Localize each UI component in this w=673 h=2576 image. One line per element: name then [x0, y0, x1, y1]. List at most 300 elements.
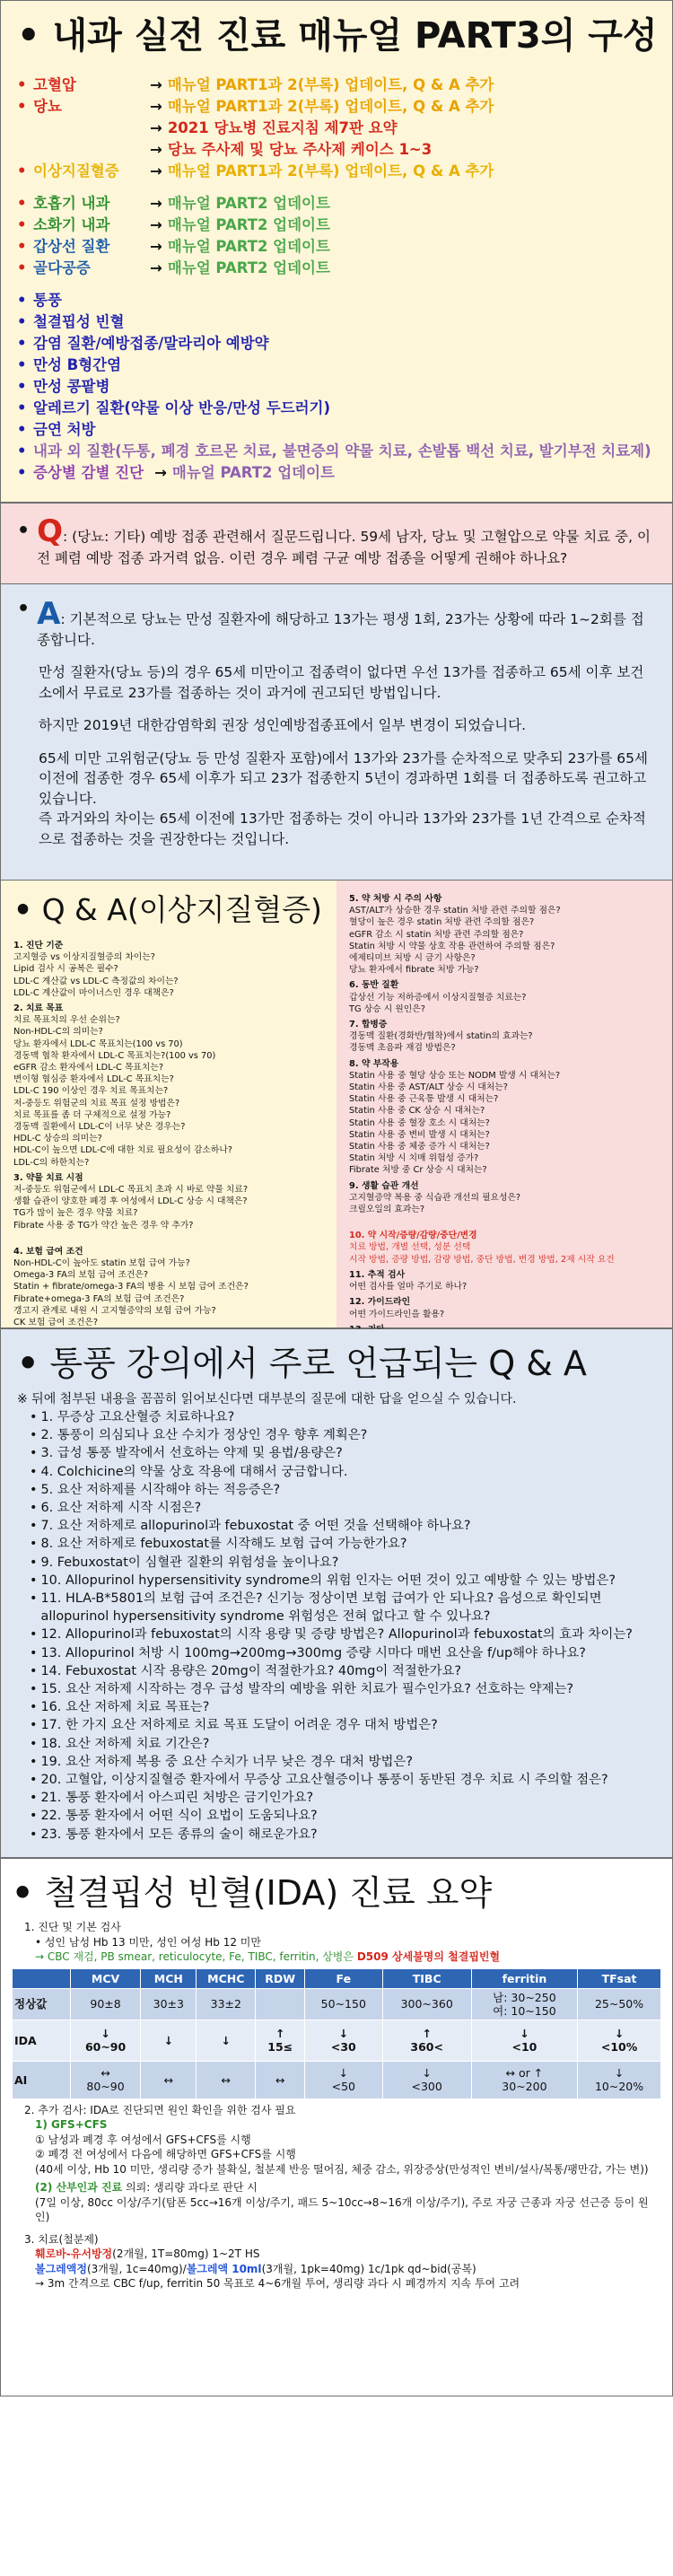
question-text: 7. 요산 저하제로 allopurinol과 febuxostat 중 어떤 것을 선택해야 하나요? — [40, 1519, 471, 1534]
table-cell: ↔ — [197, 2061, 256, 2098]
column-header — [13, 1968, 71, 1988]
item-value: 당뇨 주사제 및 당뇨 주사제 케이스 1~3 — [167, 141, 433, 158]
faq-section-heading: 10. 약 시작/증량/감량/중단/변경 — [349, 1231, 477, 1241]
list-bullet: • — [30, 1754, 38, 1769]
a-letter: A — [37, 596, 61, 632]
section-heading: 3. 치료(철분제) — [24, 2232, 99, 2246]
diagnosis-section — [12, 1920, 661, 1965]
list-bullet: • — [30, 1519, 38, 1534]
faq-question: AST/ALT가 상승한 경우 statin 처방 관련 주의할 점은? — [349, 906, 561, 916]
item-label: 고혈압 — [33, 76, 76, 93]
gfs-line: ② 폐경 전 여성에서 다음에 해당하면 GFS+CFS를 시행 — [35, 2148, 296, 2160]
contents-item — [17, 333, 656, 355]
q-body: : (당뇨: 기타) 예방 접종 관련해서 질문드립니다. 59세 남자, 당뇨 및 고혈압으로 약물 치료 중, 이전 폐렴 예방 접종 과거력 없음. 이런 경우 폐렴 구균 예방 접종을 어떻게 권해야 하나요? — [37, 529, 651, 566]
faq-question — [349, 1215, 660, 1226]
faq-question: Non-HDL-C의 의미는? — [13, 1027, 103, 1038]
faq-section-heading: 2. 치료 목표 — [13, 1003, 64, 1014]
faq-question: 크릴오일의 효과는? — [349, 1205, 425, 1215]
arrow-icon: → — [150, 76, 162, 93]
faq-question: LDL-C의 하한치는? — [13, 1157, 90, 1168]
faq-question: 고지혈증 vs 이상지질혈증의 차이는? — [13, 952, 155, 963]
table-cell: ↓ — [197, 2020, 256, 2061]
faq-question: LDL-C 계산값이 마이너스인 경우 대책은? — [13, 987, 174, 998]
list-bullet: • — [30, 1700, 38, 1715]
slide-title — [12, 1871, 661, 1914]
faq-question: Omega-3 FA의 보험 급여 조건은? — [13, 1270, 149, 1281]
contents-item — [17, 311, 656, 333]
contents-item — [17, 290, 656, 311]
list-bullet: • — [30, 1627, 38, 1643]
faq-question: 갱고지 관계로 내원 시 고지혈증약의 보험 급여 가능? — [13, 1305, 216, 1316]
contents-item — [17, 462, 656, 484]
faq-question: 저-중등도 위험군의 치료 목표 설정 방법은? — [13, 1098, 180, 1108]
gout-question — [30, 1753, 656, 1771]
contents-item — [17, 376, 656, 398]
a-body: : 기본적으로 당뇨는 만성 질환자에 해당하고 13가는 평생 1회, 23가는 상황에 따라 1~2회를 접종합니다. — [37, 611, 644, 648]
list-bullet: • — [30, 1663, 38, 1678]
list-bullet: • — [30, 1482, 38, 1497]
faq-question: Statin 사용 중 CK 상승 시 대처는? — [349, 1106, 485, 1117]
item-bullet: • — [17, 335, 27, 352]
column-header: RDW — [256, 1968, 305, 1988]
table-cell: 남: 30~250 여: 10~150 — [471, 1988, 577, 2020]
faq-question: 경동맥 초음파 재검 방법은? — [349, 1043, 456, 1054]
faq-section-heading: 1. 진단 기준 — [13, 941, 64, 951]
table-cell: ↔ — [141, 2061, 197, 2098]
gyn-line: (2) 산부인과 진료 의뢰: 생리량 과다로 판단 시 — [35, 2181, 258, 2194]
question-text: 15. 요산 저하제 시작하는 경우 급성 발작의 예방을 위한 치료가 필수인가요? 선호하는 약제는? — [40, 1682, 574, 1697]
item-bullet: • — [17, 399, 27, 416]
gyn-detail: (7일 이상, 80cc 이상/주기(탐폰 5cc→16개 이상/주기, 패드 5~10cc→8~16개 이상/주기), 주로 자궁 근종과 자궁 선근증 등이 원인) — [35, 2195, 649, 2223]
faq-section-heading: 3. 약물 치료 시점 — [13, 1172, 83, 1183]
faq-question: eGFR 감소 시 statin 처방 관련 주의할 점은? — [349, 929, 524, 940]
arrow-icon: → — [150, 216, 162, 233]
item-label: 증상별 감별 진단 — [33, 464, 144, 481]
list-bullet: • — [30, 1809, 38, 1824]
faq-question: Statin 사용 중 AST/ALT 상승 시 대처는? — [349, 1082, 508, 1093]
contents-list — [17, 74, 656, 484]
table-cell: ↔ 80~90 — [70, 2061, 141, 2098]
slide-title — [17, 1342, 656, 1385]
answer-box — [1, 584, 672, 881]
contents-item — [17, 398, 656, 419]
gfs-line: ① 남성과 폐경 후 여성에서 GFS+CFS를 시행 — [35, 2133, 251, 2146]
list-bullet: • — [30, 1718, 38, 1733]
table-cell: ↓ 60~90 — [70, 2020, 141, 2061]
faq-question: 당뇨 환자에서 fibrate 처방 가능? — [349, 965, 479, 976]
contents-subitem — [139, 139, 656, 161]
table-cell: 90±8 — [70, 1988, 141, 2020]
item-value: 매뉴얼 PART2 업데이트 — [171, 464, 336, 481]
item-label: 만성 B형간염 — [33, 356, 122, 373]
faq-question: 치료 목표를 좀 더 구체적으로 설정 가능? — [13, 1109, 171, 1120]
contents-item — [17, 161, 656, 182]
question-text: 11. HLA-B*5801의 보험 급여 조건은? 신기능 정상이면 보험 급여가 안 되나요? 음성으로 확인되면 allopurinol hypersensitivity syndrome 위험성은 전혀 없다고 할 수 있나요? — [40, 1591, 602, 1625]
faq-question: 경동맥 질환에서 LDL-C이 너무 낮은 경우는? — [13, 1122, 186, 1133]
faq-question: Statin 사용 중 혈장 호소 시 대처는? — [349, 1117, 490, 1128]
question-text: 9. Febuxostat이 심혈관 질환의 위험성을 높이나요? — [40, 1555, 339, 1570]
table-cell: ↓ <300 — [382, 2061, 471, 2098]
item-label: 이상지질혈증 — [33, 162, 119, 180]
question-text — [37, 513, 656, 571]
item-bullet: • — [17, 421, 27, 438]
list-bullet: • — [30, 1537, 38, 1552]
list-bullet: • — [30, 1682, 38, 1697]
item-label: 호흡기 내과 — [33, 195, 110, 212]
table-cell: 300~360 — [382, 1988, 471, 2020]
item-bullet: • — [17, 464, 27, 481]
item-label: 골다공증 — [33, 259, 91, 276]
faq-section-heading: 6. 동반 질환 — [349, 980, 399, 991]
item-value: 매뉴얼 PART1과 2(부록) 업데이트, Q & A 추가 — [167, 98, 494, 115]
item-label: 통풍 — [33, 292, 62, 309]
gfs-heading: 1) GFS+CFS — [35, 2118, 108, 2131]
question-text: 4. Colchicine의 약물 상호 작용에 대해서 궁금합니다. — [40, 1464, 348, 1479]
title-bullet: • — [13, 892, 33, 927]
faq-list-left — [13, 940, 324, 1328]
gout-question — [30, 1789, 656, 1807]
table-cell: ↓ <50 — [304, 2061, 382, 2098]
a-bullet: • — [17, 598, 31, 620]
title-text: 내과 실전 진료 매뉴얼 PART3의 구성 — [52, 15, 658, 57]
gout-question — [30, 1735, 656, 1753]
arrow-icon: → — [150, 119, 162, 136]
faq-question: LDL-C 계산값 vs LDL-C 측정값의 차이는? — [13, 976, 179, 986]
faq-question: Statin + fibrate/omega-3 FA의 병용 시 보험 급여 조건은? — [13, 1282, 249, 1292]
contents-item — [17, 258, 656, 279]
gout-question — [30, 1625, 656, 1643]
faq-question: 갑상선 기능 저하증에서 이상지질혈증 치료는? — [349, 992, 527, 1003]
gout-question — [30, 1444, 656, 1462]
row-label: AI — [13, 2061, 71, 2098]
question-text: 19. 요산 저하제 복용 중 요산 수치가 너무 낮은 경우 대처 방법은? — [40, 1754, 413, 1769]
table-row — [13, 2020, 661, 2061]
table-cell: ↔ — [256, 2061, 305, 2098]
item-bullet: • — [17, 76, 27, 93]
faq-question: 어떤 검사를 얼마 주기로 하나? — [349, 1282, 468, 1292]
faq-section-heading: 9. 생활 습관 개선 — [349, 1180, 419, 1191]
item-label: 감염 질환/예방접종/말라리아 예방약 — [33, 335, 269, 352]
q-bullet: • — [17, 520, 31, 542]
slide-title — [13, 891, 324, 929]
spacer — [17, 182, 656, 193]
arrow-icon: → — [150, 162, 162, 180]
table-cell: 33±2 — [197, 1988, 256, 2020]
answer-lead — [17, 596, 656, 650]
gout-question — [30, 1499, 656, 1517]
table-cell: 50~150 — [304, 1988, 382, 2020]
item-label: 소화기 내과 — [33, 216, 110, 233]
column-header: TFsat — [578, 1968, 661, 1988]
item-bullet: • — [17, 238, 27, 255]
table-cell: ↓ 10~20% — [578, 2061, 661, 2098]
item-bullet: • — [17, 292, 27, 309]
faq-question: eGFR 감소 환자에서 LDL-C 목표치는? — [13, 1063, 164, 1073]
question-box — [1, 504, 672, 584]
list-bullet: • — [30, 1773, 38, 1788]
faq-question: 시작 방법, 증량 방법, 감량 방법, 중단 방법, 변경 방법, 2제 시작 요건 — [349, 1254, 615, 1265]
contents-item — [17, 355, 656, 376]
item-value: 2021 당뇨병 진료지침 제7판 요약 — [167, 119, 398, 136]
arrow-icon: → — [150, 98, 162, 115]
column-header: Fe — [304, 1968, 382, 1988]
answer-paragraph: 만성 질환자(당뇨 등)의 경우 65세 미만이고 접종력이 없다면 우선 13가를 접종하고 65세 이후 보건소에서 무료로 23가를 접종하는 것이 과거에 권고되던 방법입니다. — [39, 664, 644, 701]
question-text: 6. 요산 저하제 시작 시점은? — [40, 1501, 202, 1516]
gout-question — [30, 1771, 656, 1789]
faq-question: TG 상승 시 원인은? — [349, 1003, 425, 1014]
item-value: 매뉴얼 PART2 업데이트 — [167, 216, 330, 233]
gout-question — [30, 1481, 656, 1499]
question-text: 14. Febuxostat 시작 용량은 20mg이 적절한가요? 40mg이 적절한가요? — [40, 1663, 462, 1678]
extra-tests-section — [12, 2103, 661, 2291]
row-label: IDA — [13, 2020, 71, 2061]
contents-item — [17, 96, 656, 118]
list-bullet: • — [30, 1501, 38, 1516]
faq-section-heading: 8. 약 부작용 — [349, 1058, 399, 1069]
gout-question — [30, 1644, 656, 1662]
faq-section-heading: 12. 가이드라인 — [349, 1297, 411, 1308]
item-label: 알레르기 질환(약물 이상 반응/만성 두드러기) — [33, 399, 330, 416]
arrow-icon: → — [154, 464, 167, 481]
spacer — [17, 279, 656, 290]
question-text: 16. 요산 저하제 치료 목표는? — [40, 1700, 210, 1715]
faq-question: 변이형 협심증 환자에서 LDL-C 목표치는? — [13, 1074, 174, 1085]
workup-line: → CBC 재검, PB smear, reticulocyte, Fe, TIBC, ferritin, 상병은 D509 상세불명의 철결핍빈혈 — [35, 1950, 501, 1963]
table-cell: ↓ <10 — [471, 2020, 577, 2061]
answer-paragraph: 65세 미만 고위험군(당뇨 등 만성 질환자 포함)에서 13가와 23가를 순차적으로 맞추되 23가를 65세 이전에 접종한 경우 65세 이후가 되고 23가 접종한지 5년이 경과하면 1회를 더 접종하도록 권고하고 있습니다. — [39, 749, 648, 807]
list-bullet: • — [30, 1446, 38, 1461]
item-bullet: • — [17, 216, 27, 233]
list-bullet: • — [30, 1464, 38, 1479]
list-bullet: • — [30, 1645, 38, 1660]
question-text: 2. 통풍이 의심되나 요산 수치가 정상인 경우 향후 계획은? — [40, 1428, 368, 1443]
faq-question — [13, 1231, 324, 1242]
question-text: 13. Allopurinol 처방 시 100mg→200mg→300mg 증량 시마다 매번 요산을 f/up해야 하나요? — [40, 1645, 586, 1660]
gout-question — [30, 1807, 656, 1825]
item-value: 매뉴얼 PART2 업데이트 — [167, 195, 330, 212]
faq-question: 생활 습관이 양호한 폐경 후 여성에서 LDL-C 상승 시 대책은? — [13, 1196, 248, 1207]
title-text: Q & A(이상지질혈증) — [41, 892, 322, 927]
item-label: 내과 외 질환(두통, 폐경 호르몬 치료, 불면증의 약물 치료, 손발톱 백선 치료, 발기부전 치료제) — [33, 442, 651, 460]
item-bullet: • — [17, 313, 27, 330]
faq-list-right — [349, 893, 660, 1347]
q-letter: Q — [37, 513, 63, 549]
faq-question: Statin 사용 중 체중 증가 시 대처는? — [349, 1142, 490, 1152]
treatment-line: → 3m 간격으로 CBC f/up, ferritin 50 목표로 4~6개월 투여, 생리량 과다 시 폐경까지 지속 투여 고려 — [35, 2277, 520, 2290]
slide-ida-summary — [0, 1858, 673, 2396]
faq-question: HDL-C이 높으면 LDL-C에 대한 치료 필요성이 감소하나? — [13, 1145, 233, 1156]
faq-question: 혈당이 높은 경우 statin 처방 관련 주의할 점은? — [349, 917, 535, 928]
table-cell: ↔ or ↑ 30~200 — [471, 2061, 577, 2098]
faq-question: Lipid 검사 시 공복은 필수? — [13, 964, 118, 975]
arrow-icon: → — [150, 195, 162, 212]
slide-gout-qa — [0, 1328, 673, 1858]
column-header: MCH — [141, 1968, 197, 1988]
item-value: 매뉴얼 PART1과 2(부록) 업데이트, Q & A 추가 — [167, 76, 494, 93]
contents-item — [17, 74, 656, 96]
faq-question: TG가 많이 높은 경우 약물 치료? — [13, 1208, 138, 1219]
section-heading: 1. 진단 및 기본 검사 — [24, 1921, 121, 1933]
faq-question: 경동맥 협착 환자에서 LDL-C 목표치는?(100 vs 70) — [13, 1050, 216, 1061]
faq-question: 저-중등도 위험군에서 LDL-C 목표치 초과 시 바로 약물 치료? — [13, 1185, 249, 1196]
question-text: 18. 요산 저하제 치료 기간은? — [40, 1736, 210, 1751]
list-bullet: • — [30, 1591, 38, 1607]
table-cell: ↓ — [141, 2020, 197, 2061]
faq-section-heading: 7. 합병증 — [349, 1020, 388, 1030]
gout-question — [30, 1716, 656, 1734]
faq-question: Statin 사용 중 변비 발생 시 대처는? — [349, 1129, 490, 1140]
title-bullet: • — [17, 1344, 39, 1383]
question-text: 8. 요산 저하제로 febuxostat를 시작해도 보험 급여 가능한가요? — [40, 1537, 407, 1552]
table-cell: ↑ 15≤ — [256, 2020, 305, 2061]
gout-question — [30, 1554, 656, 1572]
faq-question: 치료 목표치의 우선 순위는? — [13, 1015, 120, 1026]
item-value: 매뉴얼 PART2 업데이트 — [167, 259, 330, 276]
slide-lipid-qa — [0, 880, 673, 1328]
faq-question: 고지혈증약 복용 중 식습관 개선의 필요성은? — [349, 1192, 521, 1203]
iron-index-table — [12, 1968, 661, 2099]
faq-question: 경동맥 질환(경화반/협착)에서 statin의 효과는? — [349, 1031, 533, 1042]
contents-subitem — [139, 118, 656, 139]
title-text: 철결핍성 빈혈(IDA) 진료 요약 — [44, 1873, 493, 1913]
gout-question — [30, 1590, 656, 1625]
item-bullet: • — [17, 442, 27, 460]
item-bullet: • — [17, 195, 27, 212]
list-bullet: • — [30, 1555, 38, 1570]
contents-item — [17, 419, 656, 441]
faq-question: Non-HDL-C이 높아도 statin 보험 급여 가능? — [13, 1258, 190, 1269]
answer-paragraph: 즉 과거와의 차이는 65세 이전에 13가만 접종하는 것이 아니라 13가와 23가를 1년 간격으로 순차적으로 접종하는 것을 권장한다는 것입니다. — [39, 810, 646, 847]
gout-question-list — [17, 1408, 656, 1844]
item-bullet: • — [17, 378, 27, 395]
faq-question: 당뇨 환자에서 LDL-C 목표치는(100 vs 70) — [13, 1038, 183, 1049]
table-header-row — [13, 1968, 661, 1988]
item-bullet: • — [17, 356, 27, 373]
gout-question — [30, 1826, 656, 1844]
arrow-icon: → — [150, 238, 162, 255]
table-row — [13, 2061, 661, 2098]
faq-question: CK 보험 급여 조건은? — [13, 1318, 99, 1328]
slide-title — [17, 13, 656, 58]
column-header: MCV — [70, 1968, 141, 1988]
faq-section-heading: 5. 약 처방 시 주의 사항 — [349, 894, 442, 904]
item-bullet: • — [17, 98, 27, 115]
table-row — [13, 1988, 661, 2020]
table-cell: ↓ <10% — [578, 2020, 661, 2061]
item-label: 당뇨 — [33, 98, 62, 115]
gout-question — [30, 1517, 656, 1535]
faq-question: 치료 방법, 개별 선택, 성분 선택 — [349, 1242, 471, 1253]
item-value: 매뉴얼 PART1과 2(부록) 업데이트, Q & A 추가 — [167, 162, 494, 180]
faq-question: Statin 처방 시 치매 위험성 증가? — [349, 1153, 479, 1164]
title-bullet: • — [17, 15, 40, 57]
question-text: 21. 통풍 환자에서 아스피린 처방은 금기인가요? — [40, 1791, 314, 1806]
table-cell: 30±3 — [141, 1988, 197, 2020]
table-cell: 25~50% — [578, 1988, 661, 2020]
answer-paragraph: 하지만 2019년 대한감염학회 권장 성인예방접종표에서 일부 변경이 되었습니다. — [39, 717, 527, 733]
question-text: 3. 급성 통풍 발작에서 선호하는 약제 및 용법/용량은? — [40, 1446, 343, 1461]
list-bullet: • — [30, 1573, 38, 1588]
table-cell: ↑ 360< — [382, 2020, 471, 2061]
gout-question — [30, 1535, 656, 1553]
gout-question — [30, 1698, 656, 1716]
list-bullet: • — [30, 1827, 38, 1842]
faq-question: Statin 사용 중 혈당 상승 또는 NODM 발생 시 대처는? — [349, 1070, 561, 1081]
faq-section-heading: 4. 보험 급여 조건 — [13, 1246, 83, 1257]
title-bullet: • — [12, 1873, 34, 1913]
question-text: 17. 한 가지 요산 저하제로 치료 목표 도달이 어려운 경우 대처 방법은? — [40, 1718, 438, 1733]
slide-vaccination-qa — [0, 503, 673, 880]
question-text: 23. 통풍 환자에서 모든 종류의 술이 해로운가요? — [40, 1827, 318, 1842]
faq-question: Statin 처방 시 약물 상호 작용 관련하여 주의할 점은? — [349, 941, 555, 951]
gout-question — [30, 1463, 656, 1481]
item-value: 매뉴얼 PART2 업데이트 — [167, 238, 330, 255]
treatment-line: 훼로바-유서방정(2개월, 1T=80mg) 1~2T HS — [35, 2247, 260, 2260]
faq-section-heading: 11. 추적 검사 — [349, 1269, 406, 1280]
gfs-block — [24, 2117, 661, 2225]
item-bullet: • — [17, 259, 27, 276]
arrow-icon: → — [150, 141, 162, 158]
question-text: 22. 통풍 환자에서 어떤 식이 요법이 도움되나요? — [40, 1809, 318, 1824]
row-label: 정상값 — [13, 1988, 71, 2020]
list-bullet: • — [30, 1736, 38, 1751]
list-bullet: • — [30, 1428, 38, 1443]
title-text: 통풍 강의에서 주로 언급되는 Q & A — [49, 1344, 587, 1383]
faq-question: LDL-C 190 이상인 경우 치료 목표치는? — [13, 1086, 169, 1097]
item-bullet: • — [17, 162, 27, 180]
item-label: 만성 콩팥병 — [33, 378, 110, 395]
faq-question: HDL-C 상승의 의미는? — [13, 1134, 102, 1144]
contents-item — [17, 236, 656, 258]
faq-question: Fibrate 사용 중 TG가 약간 높은 경우 약 추가? — [13, 1220, 194, 1231]
faq-question: 어떤 가이드라인을 활용? — [349, 1309, 445, 1319]
lipid-qa-left — [1, 881, 336, 1327]
diagnosis-criteria: • 성인 남성 Hb 13 미만, 성인 여성 Hb 12 미만 — [35, 1935, 261, 1949]
column-header: ferritin — [471, 1968, 577, 1988]
item-label: 철결핍성 빈혈 — [33, 313, 125, 330]
faq-question: Statin 사용 중 근육통 발생 시 대처는? — [349, 1094, 499, 1105]
list-bullet: • — [30, 1410, 38, 1424]
question-text: 12. Allopurinol과 febuxostat의 시작 용량 및 증량 방법은? Allopurinol과 febuxostat의 효과 차이는? — [40, 1627, 633, 1643]
list-bullet: • — [30, 1791, 38, 1806]
column-header: MCHC — [197, 1968, 256, 1988]
contents-item — [17, 441, 656, 462]
treatment-line: 볼그레액정(3개월, 1c=40mg)/볼그레액 10ml(3개월, 1pk=40mg) 1c/1pk qd~bid(공복) — [35, 2262, 476, 2275]
faq-question: 에제티미브 처방 시 금기 사항은? — [349, 953, 476, 964]
question-text: 10. Allopurinol hypersensitivity syndrome의 위험 인자는 어떤 것이 있고 예방할 수 있는 방법은? — [40, 1573, 616, 1588]
faq-question: Fibrate 처방 중 Cr 상승 시 대처는? — [349, 1165, 487, 1176]
table-cell — [256, 1988, 305, 2020]
gout-question — [30, 1572, 656, 1590]
note-text: ※ 뒤에 첨부된 내용을 꼼꼼히 읽어보신다면 대부분의 질문에 대한 답을 얻으실 수 있습니다. — [17, 1392, 517, 1406]
faq-question: Fibrate+omega-3 FA의 보험 급여 조건은? — [13, 1293, 185, 1304]
table-cell: ↓ <30 — [304, 2020, 382, 2061]
question-text: 1. 무증상 고요산혈증 치료하나요? — [40, 1410, 235, 1424]
contents-item — [17, 215, 656, 236]
lipid-qa-right — [336, 881, 672, 1327]
gout-question — [30, 1408, 656, 1426]
slide-part3-contents — [0, 0, 673, 503]
gout-question — [30, 1662, 656, 1680]
question-text: 5. 요산 저하제를 시작해야 하는 적응증은? — [40, 1482, 281, 1497]
section-heading: 2. 추가 검사: IDA로 진단되면 원인 확인을 위한 검사 필요 — [24, 2103, 296, 2116]
treatment-block — [24, 2247, 661, 2291]
column-header: TIBC — [382, 1968, 471, 1988]
gfs-line: (40세 이상, Hb 10 미만, 생리량 증가 불확실, 철분제 반응 떨어짐, 체중 감소, 위장증상(만성적인 변비/설사/복통/팽만감, 가는 변)) — [35, 2162, 649, 2176]
gout-question — [30, 1426, 656, 1444]
item-label: 갑상선 질환 — [33, 238, 110, 255]
question-text: 20. 고혈압, 이상지질혈증 환자에서 무증상 고요산혈증이나 통풍이 동반된 경우 치료 시 주의할 점은? — [40, 1773, 608, 1788]
